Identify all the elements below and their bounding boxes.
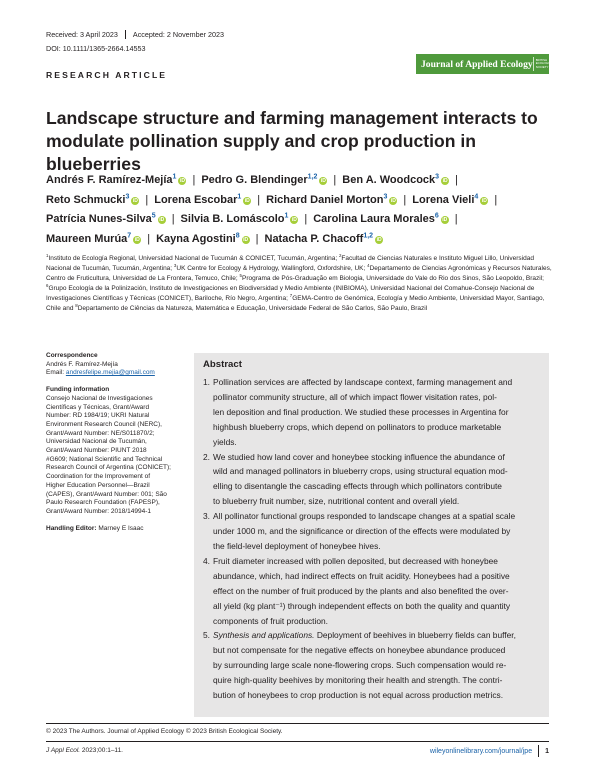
line-text: pollinator community structure, all of which impact flower visitation rates, pol- — [213, 391, 497, 402]
funding-line: Environment Research Council (NERC), — [46, 420, 162, 428]
affiliation-ref[interactable]: 1 — [172, 173, 177, 181]
author-separator: | — [304, 213, 308, 226]
affiliation-text: Instituto de Ecología Regional, Universidad Nacional de Tucumán & CONICET, Tucumán, Argentina; — [48, 255, 339, 262]
orcid-icon[interactable]: iD — [442, 217, 448, 224]
article-dates — [46, 30, 224, 39]
text-line — [213, 375, 543, 390]
author[interactable] — [201, 174, 327, 186]
abstract-point — [203, 375, 543, 450]
point-number: 5. — [203, 630, 210, 641]
author[interactable] — [46, 213, 166, 225]
text-line — [213, 539, 543, 554]
line-text: yields. — [213, 436, 237, 447]
line-text: components of fruit production. — [213, 615, 328, 626]
affiliation-ref[interactable]: 6 — [434, 212, 439, 220]
author-separator: | — [333, 174, 337, 186]
affiliation-ref[interactable]: 5 — [151, 212, 156, 220]
funding-line: Coordination for the Improvement of — [46, 473, 151, 481]
funding-line: Higher Education Personnel—Brazil — [46, 481, 150, 489]
author-name: Pedro G. Blendinger — [201, 174, 308, 186]
funding-line: #G609; National Scientific and Technical — [46, 455, 163, 463]
affiliation-text: Programa de Pós-Graduação em Biologia, Universidade do Vale do Rio dos Sinos, São Leopoldo, Brazil; — [241, 274, 544, 282]
funding-line: Consejo Nacional de Investigaciones — [46, 394, 153, 402]
author[interactable] — [181, 213, 299, 225]
orcid-icon[interactable]: iD — [481, 197, 487, 204]
author-separator: | — [192, 174, 196, 186]
author-name: Maureen Murúa — [46, 232, 128, 245]
author-name: Richard Daniel Morton — [266, 193, 384, 206]
affiliations — [46, 254, 556, 313]
text-line — [213, 435, 543, 450]
line-text: We studied how land cover and honeybee stocking influence the abundance of — [213, 451, 505, 462]
orcid-icon[interactable]: iD — [376, 236, 382, 243]
italic-lead: Synthesis and applications. — [213, 630, 315, 641]
text-line — [213, 688, 543, 703]
line-text: wild and managed pollinators in blueberry crops, using structural equation mod- — [213, 466, 508, 477]
text-line — [213, 494, 543, 509]
affiliation-text: Departamento de Ciências da Natureza, Matemática e Educação, Universidade Federal de São Carlos, São Paulo, Brazil — [77, 304, 428, 312]
affiliation-ref[interactable]: 7 — [127, 232, 132, 240]
point-text — [213, 375, 543, 450]
affiliation-number: 3 — [173, 262, 177, 268]
text-line — [213, 420, 543, 435]
orcid-icon[interactable]: iD — [159, 217, 165, 224]
doi[interactable]: DOI: 10.1111/1365-2664.14553 — [46, 44, 146, 53]
page-number: 1 — [545, 747, 549, 755]
line-text: Fruit diameter increased with pollen deposited, but decreased with honeybee — [213, 555, 498, 566]
text-line — [213, 584, 543, 599]
affiliation-text: Departamento de Ciencias Agronómicas y Recursos Naturales, Centro de Fruticultura, Universidad de La Frontera, Temuco, Chile; — [46, 264, 552, 282]
text-line — [213, 405, 543, 420]
text-line — [213, 569, 543, 584]
text-line — [213, 599, 543, 614]
journal-abbrev: J Appl Ecol. — [46, 747, 81, 754]
text-line — [213, 479, 543, 494]
abstract-point — [203, 509, 543, 554]
society-logo — [533, 57, 555, 71]
line-text: effect on the number of fruit produced by the plants and also benefited the over- — [213, 585, 509, 596]
author[interactable] — [266, 194, 397, 206]
text-line — [213, 509, 543, 524]
author-line — [46, 191, 556, 211]
handling-editor-label: Handling Editor: — [46, 524, 97, 532]
email-label: Email: — [46, 369, 66, 377]
line-text: under 1000 m, and the significance or direction of the effects were modulated by — [213, 526, 511, 537]
author-separator: | — [147, 232, 151, 245]
text-line — [213, 464, 543, 479]
affiliation-text: Facultad de Ciencias Naturales e Instituto Miguel Lillo, Universidad Nacional de Tucumán, Tucumán, Argentina; — [46, 255, 534, 272]
author-name: Lorena Escobar — [154, 193, 238, 206]
point-number: 1. — [203, 377, 210, 387]
orcid-icon[interactable]: iD — [132, 197, 138, 204]
abstract-point — [203, 628, 543, 703]
handling-editor — [46, 525, 190, 534]
correspondence-email — [46, 369, 190, 378]
orcid-icon[interactable]: iD — [244, 197, 250, 204]
funding-heading: Funding information — [46, 386, 110, 394]
author-name: Ben A. Woodcock — [342, 174, 436, 186]
funding-line: Grant/Award Number: 2018/14994-1 — [46, 507, 152, 515]
author-separator: | — [255, 232, 259, 245]
journal-logo[interactable] — [416, 54, 555, 74]
accepted-date: Accepted: 2 November 2023 — [132, 30, 225, 39]
point-text — [213, 450, 543, 510]
affiliation-number: 1 — [46, 252, 49, 258]
divider — [538, 745, 539, 757]
author-separator: | — [494, 193, 498, 206]
line-text: Deployment of beehives in blueberry fields can buffer, — [314, 630, 516, 641]
handling-editor-name: Marney E Isaac — [96, 524, 144, 532]
point-text — [213, 509, 543, 554]
funding-line: Científicas y Técnicas, Grant/Award — [46, 403, 150, 411]
author[interactable] — [154, 194, 251, 206]
affiliation-text: GEMA-Centro de Genómica, Ecología y Medio Ambiente, Universidad Mayor, Santiago, Chile and — [46, 294, 545, 312]
citation-info: 2023;00:1–11. — [80, 747, 123, 754]
author-list — [46, 171, 556, 249]
author-separator: | — [257, 193, 261, 206]
abstract-heading: Abstract — [203, 359, 242, 370]
orcid-icon[interactable]: iD — [442, 178, 448, 184]
copyright: © 2023 The Authors. Journal of Applied Ecology © 2023 British Ecological Society. — [46, 728, 283, 735]
affiliation-ref[interactable]: 4 — [474, 192, 479, 200]
funding-line: Paulo Research Foundation (FAPESP), — [46, 499, 160, 507]
society-line: SOCIETY — [535, 64, 549, 69]
footer-right — [430, 745, 549, 757]
author-separator: | — [171, 213, 175, 226]
author[interactable] — [265, 233, 384, 245]
author[interactable] — [313, 213, 449, 225]
orcid-icon[interactable]: iD — [320, 178, 326, 184]
affiliation-ref[interactable]: 3 — [125, 192, 130, 200]
author[interactable] — [46, 233, 141, 245]
email-link[interactable]: andresfelipe.mejia@gmail.com — [65, 369, 155, 377]
line-text: Pollination services are affected by landscape context, farming management and — [213, 377, 513, 387]
line-text: abundance, which, had indirect effects on fruit acidity. Honeybees had a positive — [213, 570, 510, 581]
affiliation-number: 6 — [46, 282, 49, 288]
funding-line: Universidad Nacional de Tucumán, — [46, 438, 147, 446]
line-text: by surrounding large scale none-flowering crops. Such compensation would re- — [213, 660, 507, 671]
society-line: ECOLOGICAL — [535, 61, 555, 66]
author-name: Patrícia Nunes-Silva — [46, 213, 152, 226]
abstract-point — [203, 554, 543, 629]
affiliation-ref[interactable]: 1 — [237, 192, 242, 200]
line-text: highbush blueberry crops, which depend on pollinators to produce marketable — [213, 421, 502, 432]
funding-line: (CAPES), Grant/Award Number: 001; São — [46, 490, 167, 498]
point-number: 4. — [203, 555, 210, 566]
line-text: All pollinator functional groups responded to landscape changes at a spatial scale — [213, 511, 516, 522]
journal-name: Journal of Applied Ecology — [421, 58, 533, 70]
author-separator: | — [145, 193, 149, 206]
funding-text — [46, 395, 190, 517]
author-line — [46, 230, 556, 250]
line-text: but not compensate for the negative effects on honeybee abundance produced — [213, 645, 506, 656]
line-text: all yield (kg plant⁻¹) through independent effects on both the quality and quantity — [213, 600, 511, 611]
affiliation-number: 4 — [367, 262, 370, 268]
author-separator: | — [455, 174, 458, 186]
orcid-icon[interactable]: iD — [390, 197, 396, 204]
author-name: Natacha P. Chacoff — [264, 232, 364, 245]
affiliation-ref[interactable]: 1,2 — [307, 173, 318, 181]
text-line — [213, 658, 543, 673]
author[interactable] — [342, 174, 449, 186]
abstract-box — [194, 353, 549, 717]
point-text — [213, 628, 543, 703]
author-name: Andrés F. Ramírez-Mejía — [46, 174, 173, 186]
affiliation-text: Grupo Ecología de la Polinización, Instituto de Investigaciones en Biodiversidad y Medio Ambiente (INIBIOMA), Universidad Nacional del Comahue-Consejo Nacional de Investigaciones Científicas y Técnicas (CONICET), Bariloche, Río Negro, Argentina; — [46, 284, 535, 302]
funding-line: Research Council of Argentina (CONICET); — [46, 464, 171, 472]
affiliation-number: 7 — [289, 292, 293, 298]
funding-line: Number: RD 1984/19; UKRI Natural — [46, 412, 150, 420]
article-type: RESEARCH ARTICLE — [46, 70, 168, 80]
article-title: Landscape structure and farming management interacts to modulate pollination supply and crop production in blueberries — [46, 108, 538, 174]
affiliation-ref[interactable]: 3 — [435, 173, 440, 181]
affiliation-text: UK Centre for Ecology & Hydrology, Wallingford, Oxfordshire, UK; — [176, 264, 368, 272]
line-text: the field-level deployment of honeybee hives. — [213, 540, 381, 551]
author-name: Lorena Vieli — [412, 193, 475, 206]
sidebar-info — [46, 352, 190, 533]
affiliation-number: 2 — [338, 252, 342, 258]
line-text: to blueberry fruit number, size, nutritional content and overall yield. — [213, 496, 460, 507]
author[interactable] — [46, 174, 186, 186]
author-line — [46, 171, 556, 191]
text-line — [213, 390, 543, 405]
author-separator: | — [454, 213, 458, 226]
divider — [46, 741, 549, 742]
author-separator: | — [403, 193, 407, 206]
affiliation-ref[interactable]: 1,2 — [363, 232, 374, 240]
author[interactable] — [46, 194, 139, 206]
text-line — [213, 614, 543, 629]
point-number: 3. — [203, 511, 210, 522]
author-name: Silvia B. Lomáscolo — [180, 213, 285, 226]
affiliation-ref[interactable]: 8 — [235, 232, 240, 240]
society-line: BRITISH — [535, 58, 548, 63]
funding-line: Grant/Award Number: NE/S011870/2; — [46, 429, 155, 437]
author-name: Carolina Laura Morales — [313, 213, 435, 226]
divider — [125, 30, 126, 39]
line-text: bution of honeybees to crop production is not equal across production metrics. — [213, 690, 504, 701]
author[interactable] — [412, 194, 488, 206]
text-line — [213, 524, 543, 539]
citation — [46, 747, 123, 754]
affiliation-ref[interactable]: 1 — [284, 212, 289, 220]
journal-url[interactable]: wileyonlinelibrary.com/journal/jpe — [429, 747, 533, 755]
correspondence-heading: Correspondence — [46, 352, 98, 359]
author-name: Reto Schmucki — [46, 193, 126, 206]
point-text — [213, 554, 543, 629]
funding-line: Grant/Award Number: PIUNT 2018 — [46, 447, 147, 455]
author-line — [46, 210, 556, 230]
line-text: quire high-quality beehives by monitoring their health and strength. The contri- — [213, 675, 503, 686]
received-date: Received: 3 April 2023 — [46, 30, 118, 39]
orcid-icon[interactable]: iD — [291, 217, 297, 224]
author[interactable] — [156, 233, 250, 245]
text-line — [213, 673, 543, 688]
text-line — [213, 554, 543, 569]
line-text: len deposition and final production. We studied these processes in Argentina for — [213, 406, 509, 417]
divider — [46, 723, 549, 724]
orcid-icon[interactable]: iD — [243, 236, 249, 243]
orcid-icon[interactable]: iD — [134, 236, 140, 243]
affiliation-number: 5 — [239, 272, 242, 278]
orcid-icon[interactable]: iD — [179, 178, 185, 184]
text-line — [213, 450, 543, 465]
text-line — [213, 643, 543, 658]
author-name: Kayna Agostini — [156, 232, 236, 245]
abstract-list — [203, 375, 543, 703]
abstract-point — [203, 450, 543, 510]
text-line — [213, 628, 543, 643]
affiliation-ref[interactable]: 3 — [383, 192, 388, 200]
line-text: elling to disentangle the cascading effects through which pollinators contribute — [213, 481, 502, 492]
correspondence-name: Andrés F. Ramírez-Mejía — [46, 360, 118, 368]
affiliation-number: 8 — [75, 302, 78, 308]
point-number: 2. — [203, 451, 210, 462]
